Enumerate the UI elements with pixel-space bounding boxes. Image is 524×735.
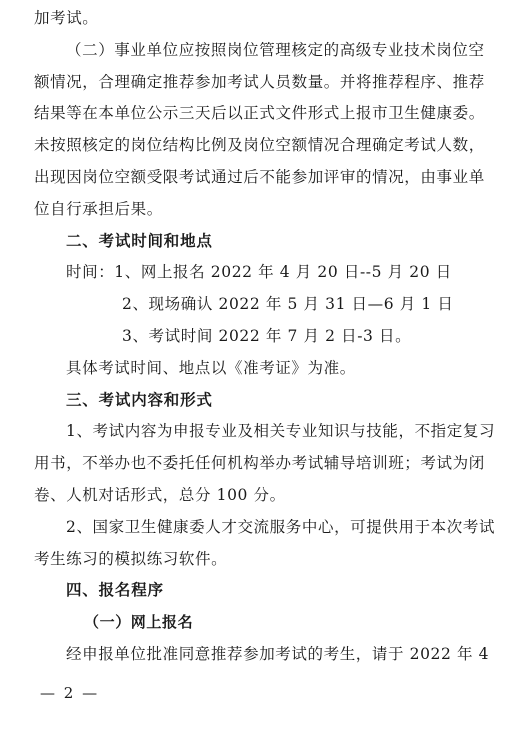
schedule-line: 3、考试时间 2022 年 7 月 2 日-3 日。 <box>122 327 412 345</box>
page-number: — 2 — <box>40 684 100 702</box>
paragraph-line: 1、考试内容为申报专业及相关专业知识与技能，不指定复习 <box>66 422 496 441</box>
section-heading: 四、报名程序 <box>66 581 164 600</box>
text-line: 具体考试时间、地点以《准考证》为准。 <box>66 358 356 377</box>
section-heading: 三、考试内容和形式 <box>66 390 213 409</box>
text-line: 未按照核定的岗位结构比例及岗位空额情况合理确定考试人数， <box>34 136 485 155</box>
text-line: 结果等在本单位公示三天后以正式文件形式上报市卫生健康委。 <box>34 104 485 123</box>
subsection-heading: （一）网上报名 <box>84 613 194 632</box>
text-line: 加考试。 <box>34 9 99 27</box>
text-line: 出现因岗位空额受限考试通过后不能参加评审的情况，由事业单 <box>34 168 485 186</box>
text-line: 位自行承担后果。 <box>34 199 163 218</box>
paragraph-line: （二）事业单位应按照岗位管理核定的高级专业技术岗位空 <box>66 40 485 59</box>
text-line: 额情况，合理确定推荐参加考试人员数量。并将推荐程序、推荐 <box>34 72 485 91</box>
text-line: 考生练习的模拟练习软件。 <box>34 549 228 568</box>
schedule-line: 时间：1、网上报名 2022 年 4 月 20 日--5 月 20 日 <box>66 263 452 282</box>
text-line: 用书，不举办也不委托任何机构举办考试辅导培训班；考试为闭 <box>34 454 485 473</box>
section-heading: 二、考试时间和地点 <box>66 231 213 250</box>
paragraph-line: 2、国家卫生健康委人才交流服务中心，可提供用于本次考试 <box>66 517 496 536</box>
schedule-line: 2、现场确认 2022 年 5 月 31 日—6 月 1 日 <box>122 295 454 314</box>
paragraph-line: 经申报单位批准同意推荐参加考试的考生，请于 2022 年 4 <box>66 645 490 663</box>
text-line: 卷、人机对话形式，总分 100 分。 <box>34 486 286 504</box>
